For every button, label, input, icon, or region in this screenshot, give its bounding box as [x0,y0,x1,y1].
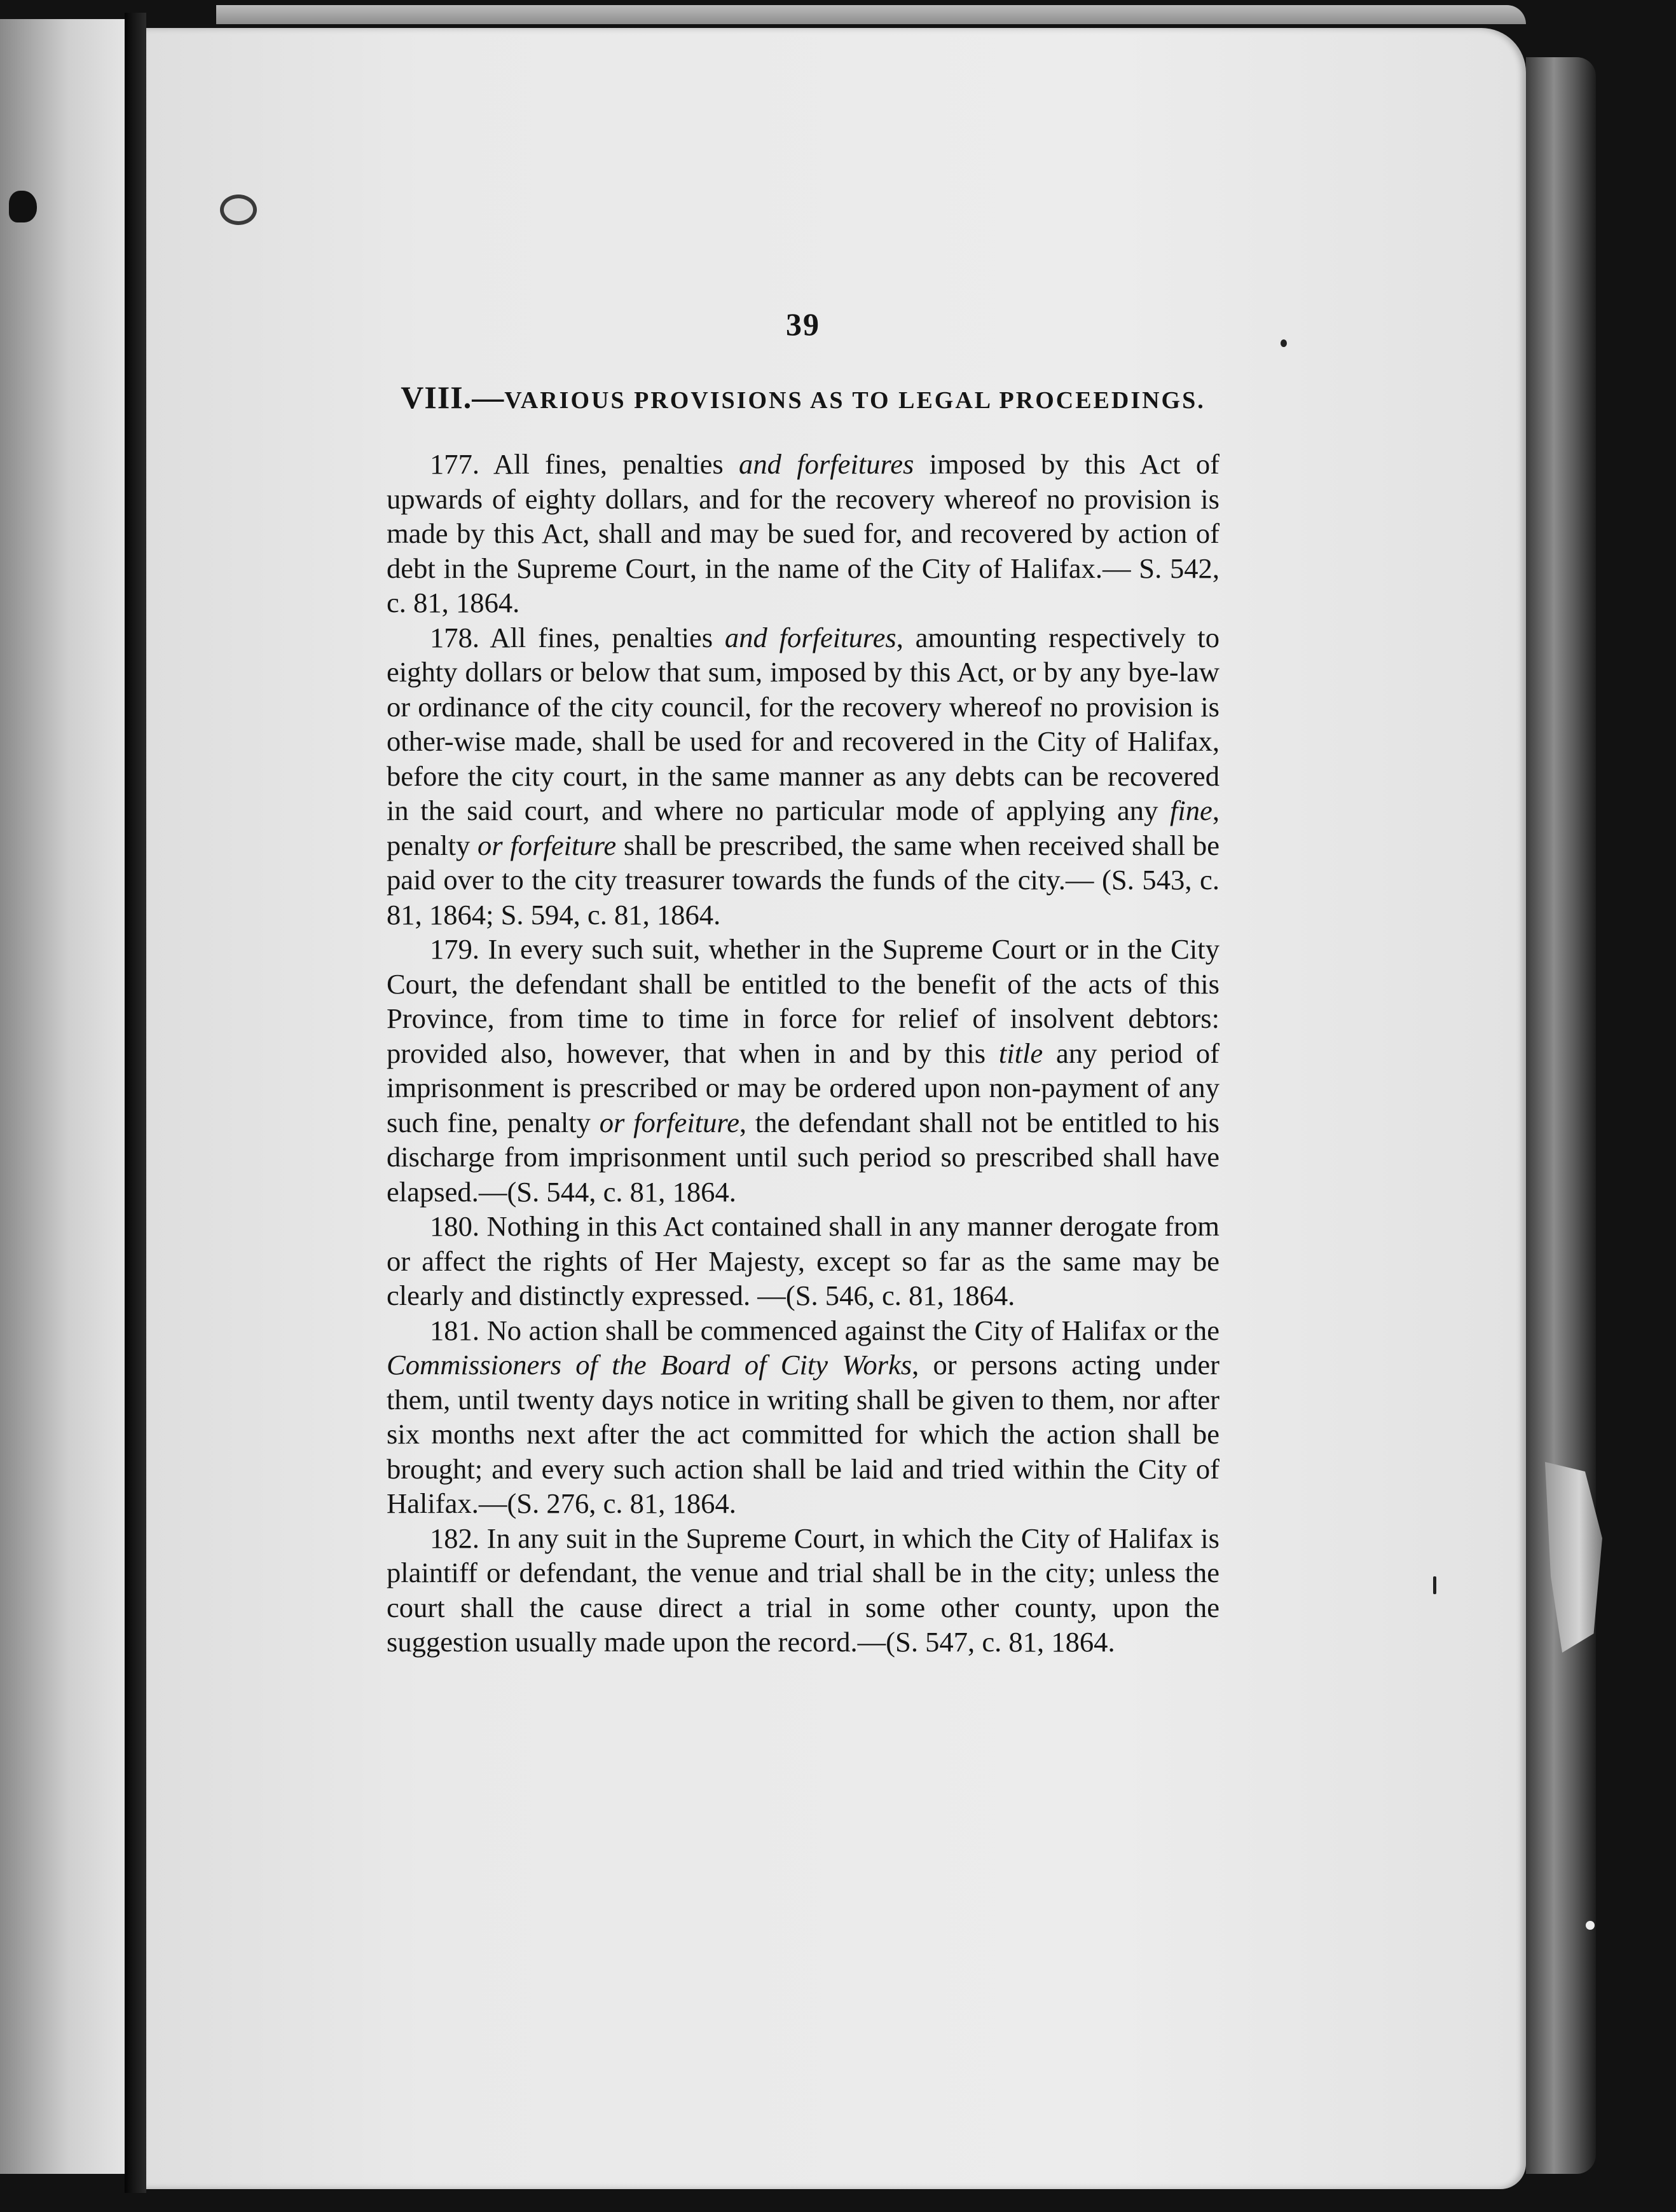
sections-list [387,447,1219,1660]
section-text: any period of imprisonment is prescribed or may be ordered upon non-payment of any such fine, penalty [387,1037,1219,1138]
section-text: , penalty [387,795,1219,861]
ink-blot-mark [9,191,37,222]
section-text: No action shall be commenced against the City of Halifax or the [479,1314,1219,1346]
section-paragraph [387,620,1219,932]
section-number: 179. [430,933,480,965]
speck [1281,339,1287,347]
section-number: 180. [430,1210,480,1242]
section-number: 182. [430,1522,480,1554]
section-paragraph [387,1521,1219,1660]
italic-text: or forfeiture [477,829,617,861]
italic-text: fine [1169,795,1212,826]
page-number: 39 [786,306,820,342]
section-number: 177. [430,448,480,480]
section-text: imposed by this Act of upwards of eighty dollars, and for the recovery whereof no provision is made by this Act, shall and may be sued for, and recovered by action of debt in the Supreme Court, in the name of the City of Halifax.— S. 542, c. 81, 1864. [387,448,1220,618]
speck [1433,1576,1436,1594]
section-text: In every such suit, whether in the Supreme Court or in the City Court, the defendant shall be entitled to the benefit of the acts of this Province, from time to time in force for relief of insolvent debtors: provided also, however, that when in and by this [387,933,1219,1069]
italic-text: and forfeitures [739,448,914,480]
section-paragraph [387,1313,1219,1521]
speck [1586,1921,1595,1930]
page-top-edge [216,5,1526,24]
page-text [387,305,1219,1660]
section-text: All fines, penalties [479,448,739,480]
section-heading-prefix: VIII.— [401,379,505,415]
binding-gutter [125,13,146,2193]
section-text: Nothing in this Act contained shall in any manner derogate from or affect the rights of Her Majesty, except so far as the same may be clearly and distinctly expressed. —(S. 546, c. 81, 1864. [387,1210,1219,1311]
section-text: shall be prescribed, the same when received shall be paid over to the city treasurer towards the funds of the city.— (S. 543, c. 81, 1864; S. 594, c. 81, 1864. [387,829,1220,931]
section-paragraph [387,1209,1219,1313]
section-heading-title: VARIOUS PROVISIONS AS TO LEGAL PROCEEDINGS. [504,387,1205,414]
section-text: All fines, penalties [479,621,725,653]
section-text: , amounting respectively to eighty dollars or below that sum, imposed by this Act, or by any bye-law or ordinance of the city council, for the recovery whereof no provision is other-wise made, shall be used for and recovered in the City of Halifax, before the city court, in the same manner as any debts can be recovered in the said court, and where no particular mode of applying any [387,621,1219,826]
facing-page-edge [0,19,125,2174]
section-paragraph [387,932,1219,1209]
section-text: In any suit in the Supreme Court, in which the City of Halifax is plaintiff or defendant, the venue and trial shall be in the city; unless the court shall the cause direct a trial in some other county, upon the suggestion usually made upon the record.—(S. 547, c. 81, 1864. [387,1522,1219,1658]
section-text: , the defendant shall not be entitled to his discharge from imprisonment until such period so prescribed shall have elapsed.—(S. 544, c. 81, 1864. [387,1106,1220,1208]
italic-text: title [998,1037,1043,1069]
italic-text: and forfeitures [724,621,896,653]
section-number: 181. [430,1314,480,1346]
italic-text: or forfeiture [599,1106,739,1138]
section-number: 178. [430,621,480,653]
section-text: , or persons acting under them, until twenty days notice in writing shall be given to them, nor after six months next after the act committed for which the action shall be brought; and every such action shall be laid and tried within the City of Halifax.—(S. 276, c. 81, 1864. [387,1349,1220,1519]
punch-hole-mark [220,195,257,225]
section-heading [387,375,1219,423]
italic-text: Commissioners of the Board of City Works [387,1349,912,1381]
section-paragraph [387,447,1219,620]
book-fore-edge [1526,57,1596,2174]
